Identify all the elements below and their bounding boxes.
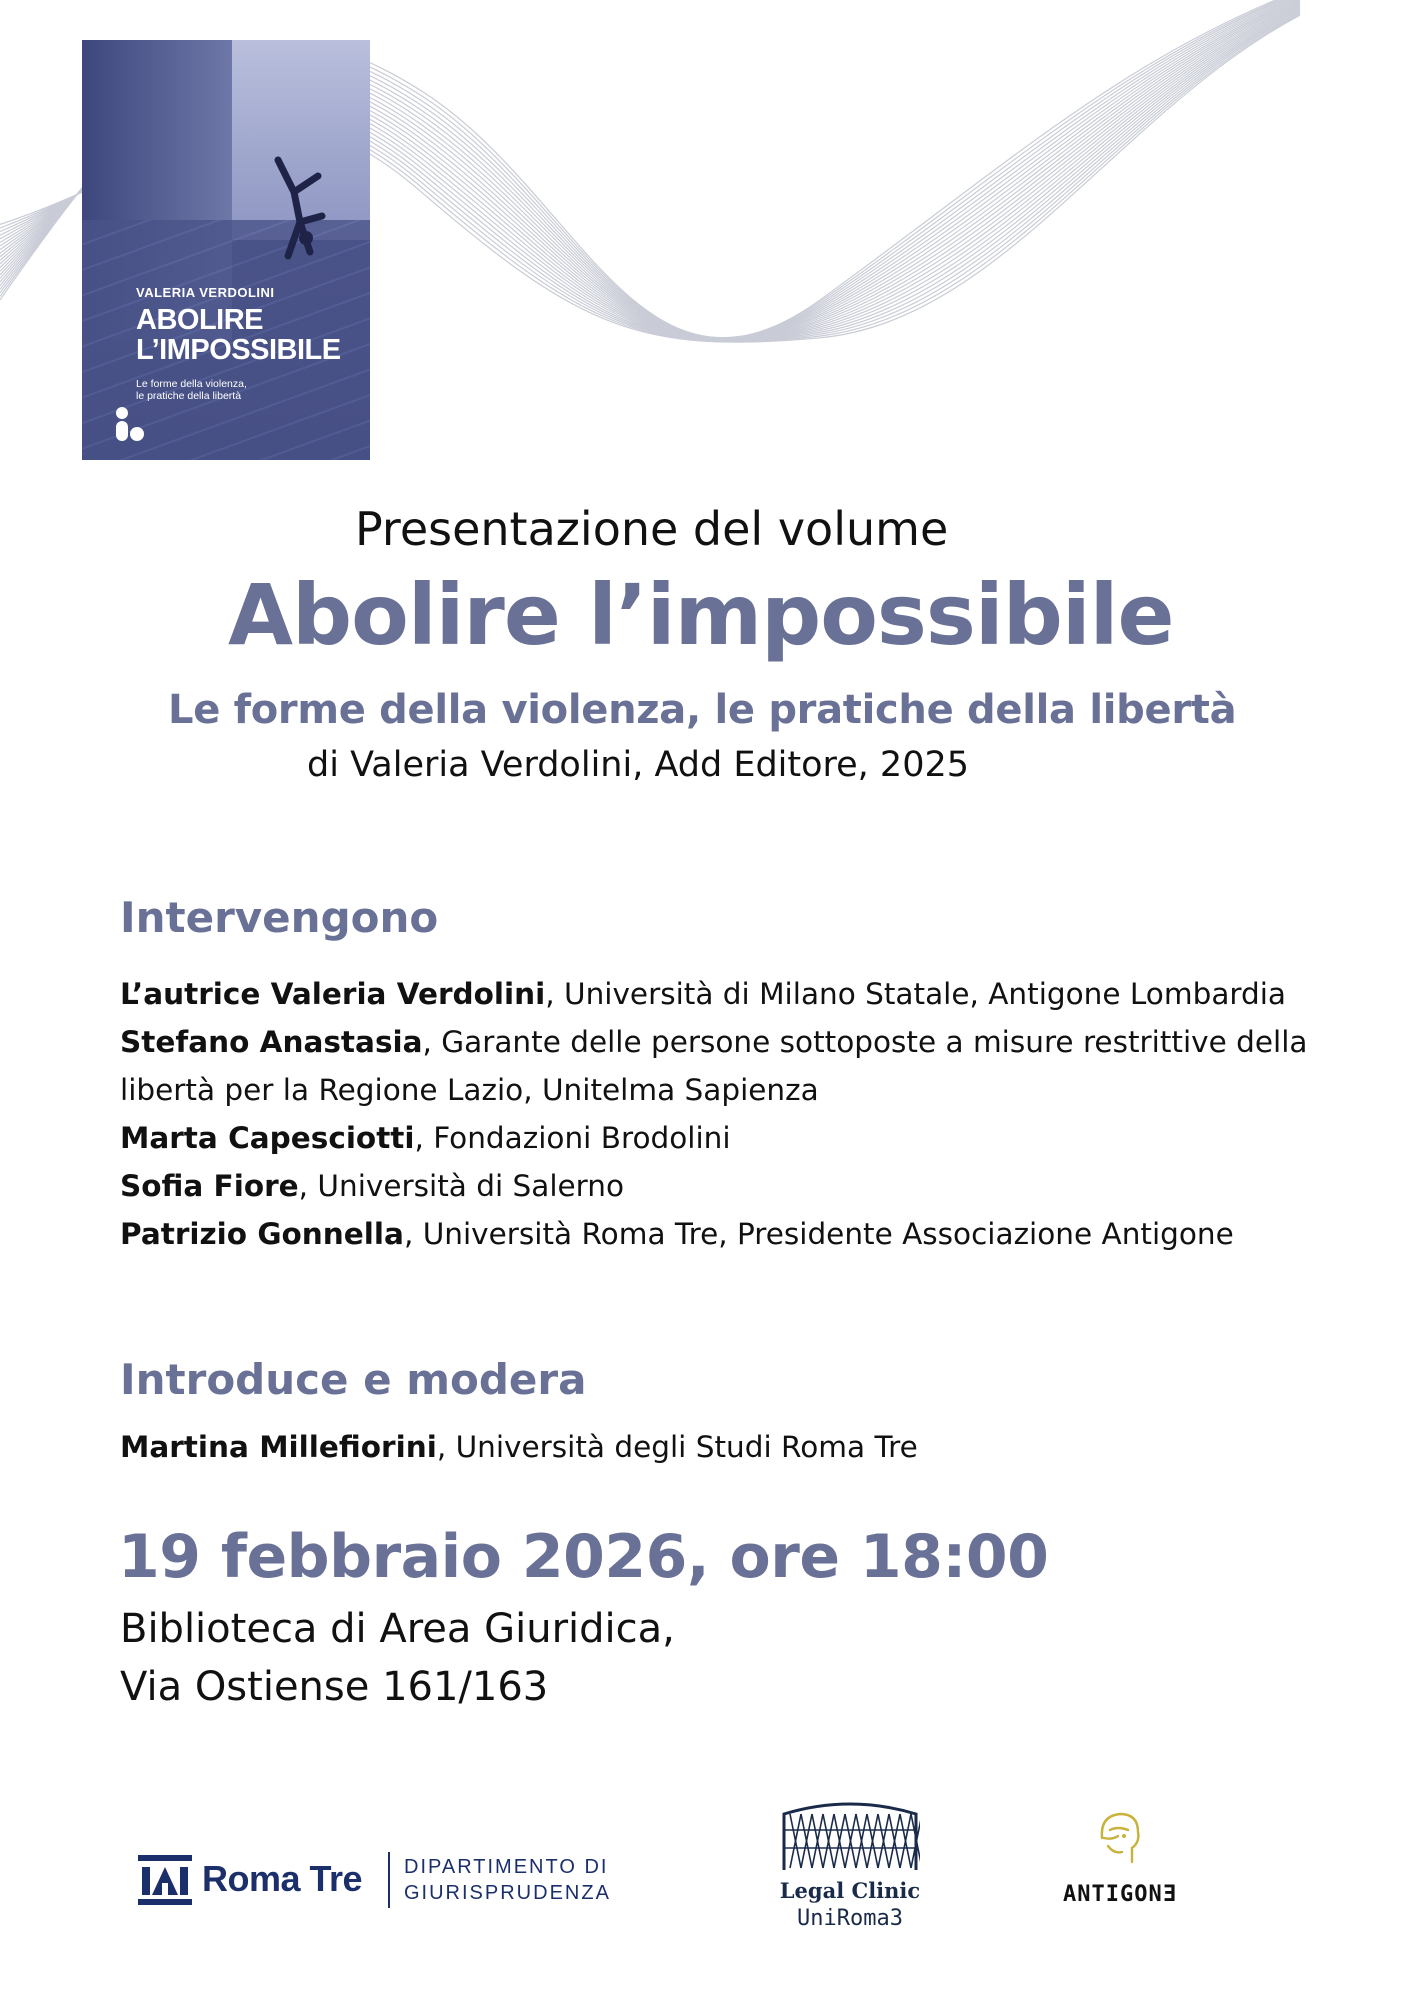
cover-subtitle xyxy=(136,378,316,402)
cover-title xyxy=(136,305,341,365)
legal-clinic-line2: UniRoma3 xyxy=(797,1906,903,1931)
colosseum-icon xyxy=(780,1800,920,1872)
speakers-list xyxy=(120,970,1320,1258)
speaker-role: , Garante delle persone sottoposte a misure restrittive della libertà per la Regione Lazio, Unitelma Sapienza xyxy=(120,1025,1308,1107)
cover-subtitle-line1: Le forme della violenza, xyxy=(136,378,247,390)
moderator-item xyxy=(120,1430,918,1464)
speaker-name: Sofia Fiore xyxy=(120,1169,299,1203)
speaker-name: Stefano Anastasia xyxy=(120,1025,423,1059)
legal-clinic-logo xyxy=(770,1800,930,1950)
speaker-name: L’autrice Valeria Verdolini xyxy=(120,977,546,1011)
speaker-item xyxy=(120,1162,1320,1210)
roma-tre-department xyxy=(404,1854,611,1906)
roma-tre-divider xyxy=(388,1852,390,1908)
venue-line2: Via Ostiense 161/163 xyxy=(120,1664,549,1710)
dept-line1: DIPARTIMENTO DI xyxy=(404,1856,609,1878)
speaker-role: , Fondazioni Brodolini xyxy=(414,1121,731,1155)
publisher-logo-icon xyxy=(110,405,150,445)
presentation-label: Presentazione del volume xyxy=(355,502,949,556)
cover-dancer-figure xyxy=(270,152,330,262)
speaker-name: Marta Capesciotti xyxy=(120,1121,415,1155)
book-cover xyxy=(82,40,370,460)
cover-title-line1: ABOLIRE xyxy=(136,304,263,336)
speakers-heading: Intervengono xyxy=(120,893,439,942)
book-subtitle: Le forme della violenza, le pratiche della libertà xyxy=(168,687,1237,733)
moderator-name: Martina Millefiorini xyxy=(120,1430,437,1464)
venue-line1: Biblioteca di Area Giuridica, xyxy=(120,1606,675,1652)
speaker-item xyxy=(120,1210,1320,1258)
event-venue xyxy=(120,1600,675,1716)
antigone-logo xyxy=(1060,1808,1180,1928)
antigone-name: ANTIGONƎ xyxy=(1063,1882,1177,1907)
book-title: Abolire l’impossibile xyxy=(228,566,1174,664)
book-byline: di Valeria Verdolini, Add Editore, 2025 xyxy=(307,745,970,785)
cover-author: VALERIA VERDOLINI xyxy=(136,285,275,300)
speaker-item xyxy=(120,970,1320,1018)
roma-tre-logo xyxy=(138,1850,628,1910)
legal-clinic-line1: Legal Clinic xyxy=(779,1878,921,1903)
roma-tre-mark-icon xyxy=(138,1855,192,1905)
event-date: 19 febbraio 2026, ore 18:00 xyxy=(118,1522,1049,1592)
roma-tre-name: Roma Tre xyxy=(202,1858,363,1899)
moderator-heading: Introduce e modera xyxy=(120,1355,587,1404)
cover-title-line2: L’IMPOSSIBILE xyxy=(136,334,341,366)
dept-line2: GIURISPRUDENZA xyxy=(404,1882,611,1904)
speaker-item xyxy=(120,1018,1320,1114)
speaker-role: , Università Roma Tre, Presidente Associazione Antigone xyxy=(403,1217,1234,1251)
speaker-item xyxy=(120,1114,1320,1162)
speaker-role: , Università di Milano Statale, Antigone Lombardia xyxy=(545,977,1287,1011)
speaker-role: , Università di Salerno xyxy=(298,1169,625,1203)
speaker-name: Patrizio Gonnella xyxy=(120,1217,404,1251)
antigone-head-icon xyxy=(1088,1808,1148,1868)
cover-subtitle-line2: le pratiche della libertà xyxy=(136,390,242,402)
moderator-role: , Università degli Studi Roma Tre xyxy=(436,1430,918,1464)
